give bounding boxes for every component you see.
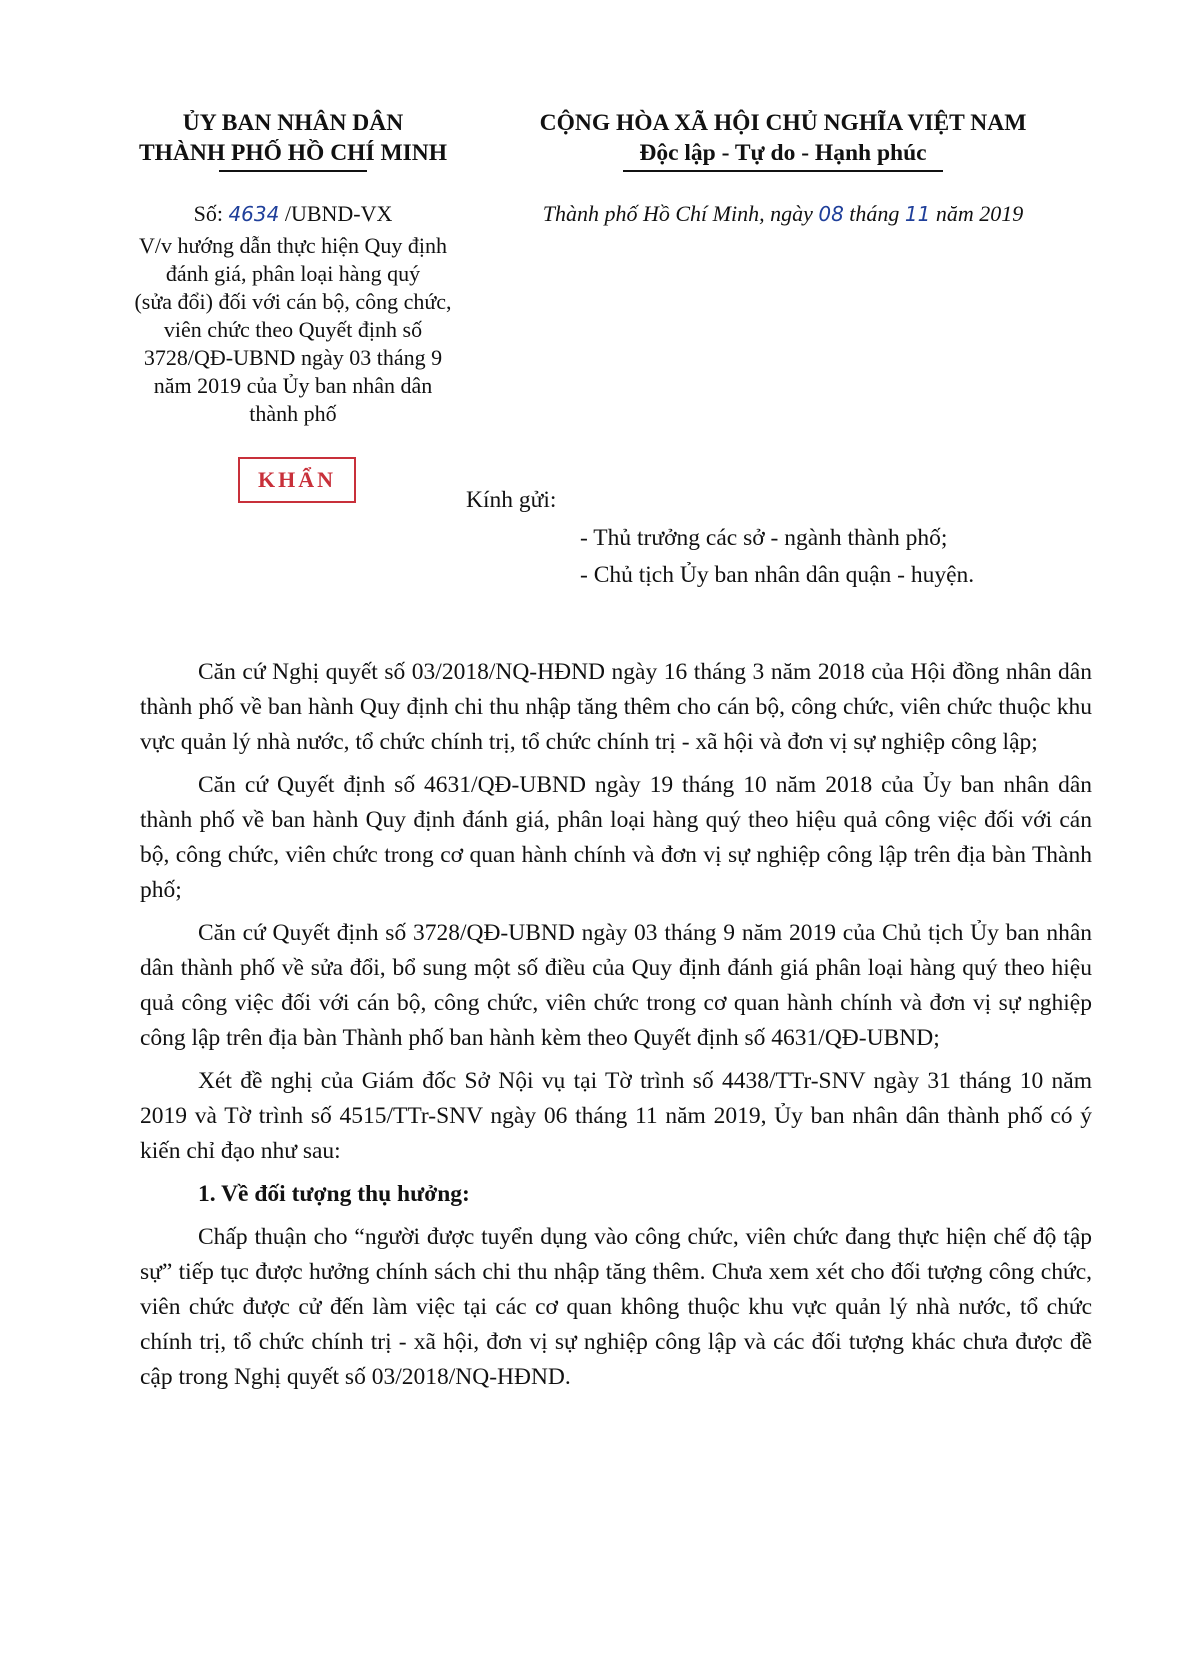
urgent-stamp: KHẨN: [238, 457, 356, 503]
body-paragraph: Chấp thuận cho “người được tuyển dụng vào công chức, viên chức đang thực hiện chế độ tập sự” tiếp tục được hưởng chính sách chi thu nhập tăng thêm. Chưa xem xét cho đối tượng công chức, viên chức được cử đến làm việc tại các cơ quan không thuộc khu vực quản lý nhà nước, tổ chức chính trị, tổ chức chính trị - xã hội, đơn vị sự nghiệp công lập và các đối tượng khác chưa được đề cập trong Nghị quyết số 03/2018/NQ-HĐND.: [140, 1224, 1092, 1390]
doc-number-handwritten: 4634: [228, 202, 280, 226]
addressee-label: Kính gửi:: [466, 487, 557, 513]
subject-line: thành phố: [249, 401, 337, 426]
body-paragraph: Xét đề nghị của Giám đốc Sở Nội vụ tại Tờ trình số 4438/TTr-SNV ngày 31 tháng 10 năm 2019 và Tờ trình số 4515/TTr-SNV ngày 06 tháng 11 năm 2019, Ủy ban nhân dân thành phố có ý kiến chỉ đạo như sau:: [140, 1068, 1092, 1164]
date-place: Thành phố Hồ Chí Minh, ngày: [542, 201, 819, 226]
document-subject: [108, 232, 478, 428]
national-header: [488, 108, 1078, 172]
subject-line: 3728/QĐ-UBND ngày 03 tháng 9: [143, 345, 443, 370]
date-month-label: tháng: [843, 201, 905, 226]
authority-line-2: THÀNH PHỐ HỒ CHÍ MINH: [138, 140, 448, 166]
body-paragraph: Căn cứ Nghị quyết số 03/2018/NQ-HĐND ngày 16 tháng 3 năm 2018 của Hội đồng nhân dân thành phố về ban hành Quy định chi thu nhập tăng thêm cho cán bộ, công chức, viên chức thuộc khu vực quản lý nhà nước, tổ chức chính trị, tổ chức chính trị - xã hội và đơn vị sự nghiệp công lập;: [140, 659, 1092, 755]
motto-underline: [623, 170, 943, 172]
date-month-handwritten: 11: [904, 202, 931, 226]
subject-line: đánh giá, phân loại hàng quý: [165, 261, 421, 286]
authority-underline: [219, 170, 367, 172]
document-body: [140, 655, 1092, 1403]
subject-line: viên chức theo Quyết định số: [163, 317, 423, 342]
national-motto: Độc lập - Tự do - Hạnh phúc: [639, 140, 927, 166]
doc-number-suffix: /UBND-VX: [279, 201, 393, 226]
subject-line: năm 2019 của Ủy ban nhân dân: [153, 373, 433, 398]
section-heading: 1. Về đối tượng thụ hưởng:: [198, 1181, 470, 1207]
date-day-handwritten: 08: [818, 202, 844, 226]
body-paragraph: Căn cứ Quyết định số 4631/QĐ-UBND ngày 19 tháng 10 năm 2018 của Ủy ban nhân dân thành phố về ban hành Quy định đánh giá, phân loại hàng quý theo hiệu quả công việc đối với cán bộ, công chức, viên chức trong cơ quan hành chính và đơn vị sự nghiệp công lập trên địa bàn Thành phố;: [140, 772, 1092, 903]
authority-line-1: ỦY BAN NHÂN DÂN: [182, 110, 404, 136]
date-year: năm 2019: [930, 201, 1024, 226]
body-paragraph: Căn cứ Quyết định số 3728/QĐ-UBND ngày 03 tháng 9 năm 2019 của Chủ tịch Ủy ban nhân dân thành phố về sửa đổi, bổ sung một số điều của Quy định đánh giá phân loại hàng quý theo hiệu quả công việc đối với cán bộ, công chức, viên chức trong cơ quan hành chính và đơn vị sự nghiệp công lập trên địa bàn Thành phố ban hành kèm theo Quyết định số 4631/QĐ-UBND;: [140, 920, 1092, 1051]
recipient-item: - Thủ trưởng các sở - ngành thành phố;: [580, 525, 948, 551]
national-title: CỘNG HÒA XÃ HỘI CHỦ NGHĨA VIỆT NAM: [539, 110, 1027, 136]
date-line: [488, 200, 1078, 228]
document-number: [108, 200, 478, 228]
subject-line: (sửa đổi) đối với cán bộ, công chức,: [134, 289, 452, 314]
subject-line: V/v hướng dẫn thực hiện Quy định: [139, 233, 447, 258]
recipient-item: - Chủ tịch Ủy ban nhân dân quận - huyện.: [580, 562, 975, 588]
doc-number-prefix: Số:: [193, 201, 229, 226]
issuing-authority: [108, 108, 478, 172]
